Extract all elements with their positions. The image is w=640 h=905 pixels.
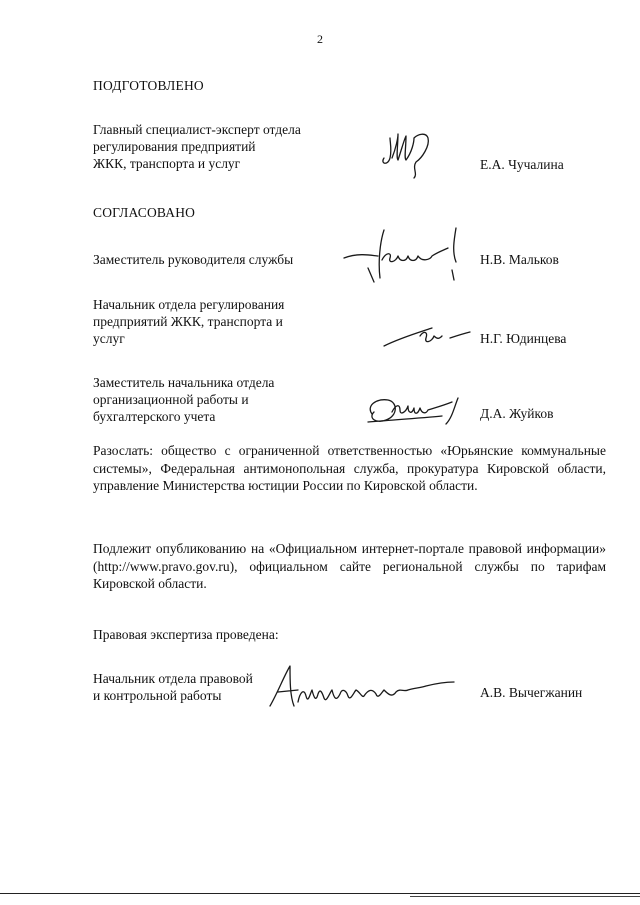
position-line: Начальник отдела правовой (93, 671, 253, 686)
prepared-heading: ПОДГОТОВЛЕНО (93, 78, 204, 93)
signature-zhuykov (362, 390, 482, 430)
position-line: Заместитель руководителя службы (93, 252, 294, 267)
publication-paragraph: Подлежит опубликованию на «Официальном интернет-портале правовой информации» (http://www.pravo.gov.ru), официальном сайте региональной службы по тарифам Кировской области. (93, 541, 606, 591)
legal-review-position (93, 670, 253, 704)
position-line: Главный специалист-эксперт отдела (93, 122, 301, 137)
position-line: регулирования предприятий (93, 139, 256, 154)
position-line: услуг (93, 331, 125, 346)
agreed-position-3 (93, 374, 274, 425)
signature-vychegzhanin (264, 662, 474, 712)
prepared-name: Е.А. Чучалина (480, 157, 564, 172)
legal-review-name: А.В. Вычегжанин (480, 685, 583, 700)
signature-yudintseva (380, 318, 480, 352)
position-line: и контрольной работы (93, 688, 222, 703)
position-line: Заместитель начальника отдела (93, 375, 275, 390)
signature-chuchalina (378, 128, 438, 184)
distribution-paragraph: Разослать: общество с ограниченной ответственностью «Юрьянские коммунальные системы», Федеральная антимонопольная служба, прокуратура Кировской области, управление Министерства юстиции России по Кировской области. (93, 443, 606, 493)
agreed-position-1 (93, 251, 293, 268)
agreed-name-3: Д.А. Жуйков (480, 406, 554, 421)
signature-malkov (340, 222, 490, 286)
agreed-heading: СОГЛАСОВАНО (93, 205, 196, 220)
page-number: 2 (317, 32, 323, 46)
agreed-name-2: Н.Г. Юдинцева (480, 331, 567, 346)
position-line: организационной работы и (93, 392, 249, 407)
position-line: предприятий ЖКК, транспорта и (93, 314, 283, 329)
legal-review-statement: Правовая экспертиза проведена: (93, 627, 279, 642)
position-line: Начальник отдела регулирования (93, 297, 285, 312)
prepared-position (93, 121, 301, 172)
bottom-rule-secondary (410, 896, 640, 897)
agreed-name-1: Н.В. Мальков (480, 252, 559, 267)
bottom-rule (0, 893, 640, 894)
position-line: бухгалтерского учета (93, 409, 216, 424)
agreed-position-2 (93, 296, 284, 347)
position-line: ЖКК, транспорта и услуг (93, 156, 241, 171)
